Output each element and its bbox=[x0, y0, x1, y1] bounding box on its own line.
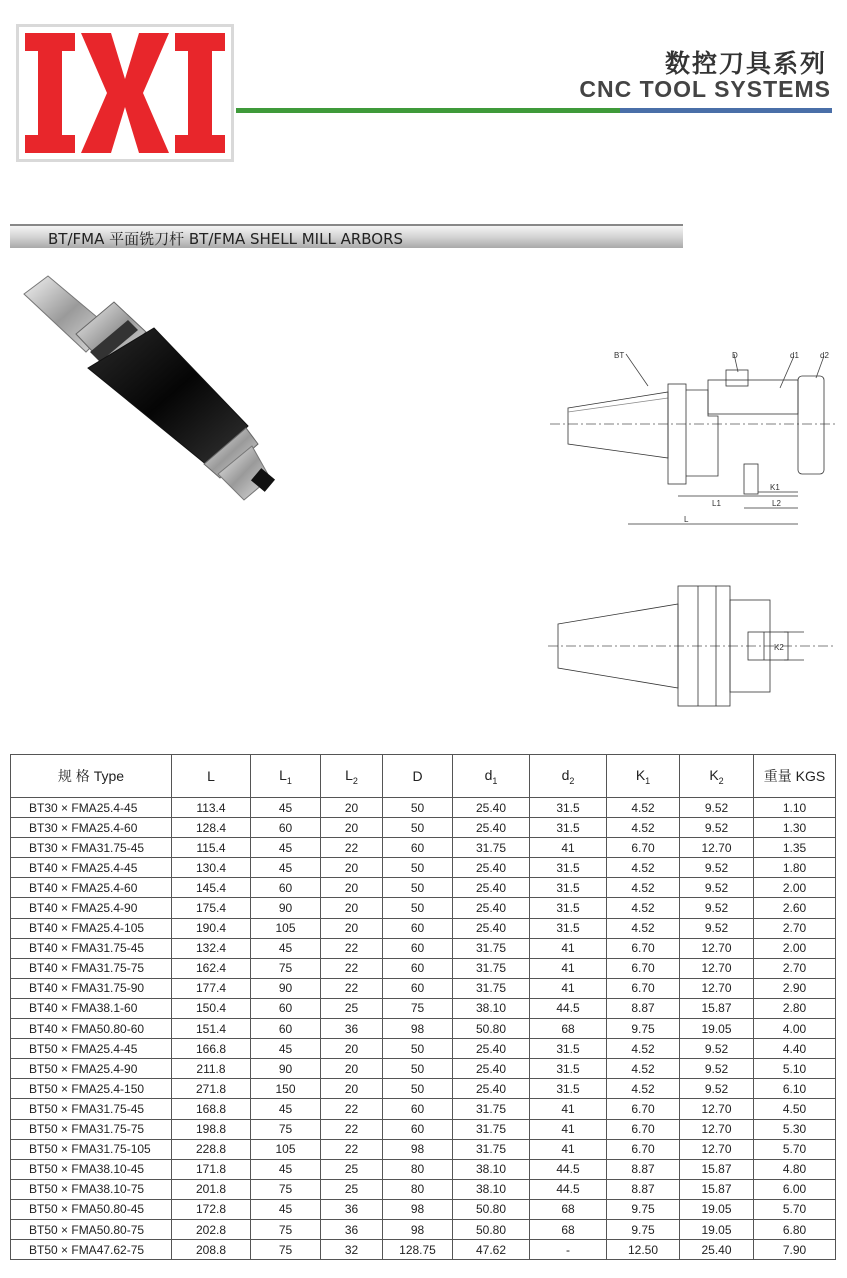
cell-d1: 31.75 bbox=[453, 978, 530, 998]
label-k1: K1 bbox=[770, 483, 780, 492]
cell-weight: 2.90 bbox=[754, 978, 836, 998]
cell-d: 50 bbox=[383, 818, 453, 838]
table-row bbox=[11, 918, 836, 938]
cell-l: 198.8 bbox=[172, 1119, 251, 1139]
cell-d: 98 bbox=[383, 1219, 453, 1239]
cell-d2: 68 bbox=[530, 1019, 607, 1039]
cell-type: BT50 × FMA50.80-75 bbox=[11, 1219, 172, 1239]
cell-l: 171.8 bbox=[172, 1159, 251, 1179]
cell-type: BT40 × FMA31.75-45 bbox=[11, 938, 172, 958]
cell-d1: 47.62 bbox=[453, 1240, 530, 1260]
cell-d: 80 bbox=[383, 1159, 453, 1179]
cell-l2: 22 bbox=[321, 838, 383, 858]
cell-d: 98 bbox=[383, 1139, 453, 1159]
cell-d: 60 bbox=[383, 838, 453, 858]
cell-k2: 9.52 bbox=[680, 818, 754, 838]
cell-d2: 31.5 bbox=[530, 918, 607, 938]
cell-k1: 12.50 bbox=[607, 1240, 680, 1260]
cell-l1: 60 bbox=[251, 818, 321, 838]
cell-k2: 12.70 bbox=[680, 978, 754, 998]
table-header-row bbox=[11, 755, 836, 798]
cell-d2: 31.5 bbox=[530, 798, 607, 818]
cell-l2: 32 bbox=[321, 1240, 383, 1260]
spec-table bbox=[10, 754, 836, 1260]
cell-l2: 22 bbox=[321, 1099, 383, 1119]
cell-k1: 4.52 bbox=[607, 858, 680, 878]
table-row bbox=[11, 958, 836, 978]
cell-l2: 25 bbox=[321, 1179, 383, 1199]
cell-d: 98 bbox=[383, 1199, 453, 1219]
cell-type: BT40 × FMA50.80-60 bbox=[11, 1019, 172, 1039]
cell-l2: 22 bbox=[321, 958, 383, 978]
label-bt: BT bbox=[614, 351, 625, 360]
cell-weight: 6.00 bbox=[754, 1179, 836, 1199]
cell-d2: 31.5 bbox=[530, 858, 607, 878]
cell-k1: 6.70 bbox=[607, 958, 680, 978]
cell-l: 150.4 bbox=[172, 998, 251, 1018]
cell-k1: 4.52 bbox=[607, 818, 680, 838]
cell-l2: 22 bbox=[321, 1119, 383, 1139]
cell-d2: 41 bbox=[530, 838, 607, 858]
cell-d: 50 bbox=[383, 798, 453, 818]
cell-k2: 15.87 bbox=[680, 1159, 754, 1179]
cell-k1: 6.70 bbox=[607, 1099, 680, 1119]
cell-k1: 9.75 bbox=[607, 1199, 680, 1219]
cell-l1: 45 bbox=[251, 1099, 321, 1119]
cell-l2: 20 bbox=[321, 818, 383, 838]
header-k1: $K_1$ bbox=[607, 755, 680, 798]
cell-weight: 1.30 bbox=[754, 818, 836, 838]
cell-d1: 50.80 bbox=[453, 1219, 530, 1239]
cell-l: 190.4 bbox=[172, 918, 251, 938]
cell-d2: 41 bbox=[530, 1119, 607, 1139]
cell-d: 50 bbox=[383, 878, 453, 898]
cell-l1: 45 bbox=[251, 938, 321, 958]
cell-d2: 41 bbox=[530, 938, 607, 958]
cell-l2: 20 bbox=[321, 1039, 383, 1059]
cell-l1: 105 bbox=[251, 918, 321, 938]
cell-l2: 20 bbox=[321, 858, 383, 878]
cell-type: BT40 × FMA31.75-75 bbox=[11, 958, 172, 978]
cell-l: 175.4 bbox=[172, 898, 251, 918]
cell-weight: 5.70 bbox=[754, 1139, 836, 1159]
cell-d: 60 bbox=[383, 1119, 453, 1139]
cell-l1: 75 bbox=[251, 1119, 321, 1139]
cell-d2: 44.5 bbox=[530, 1159, 607, 1179]
label-l: L bbox=[684, 515, 689, 524]
brand-title-en: CNC TOOL SYSTEMS bbox=[579, 76, 831, 102]
cell-l2: 36 bbox=[321, 1219, 383, 1239]
cell-k1: 9.75 bbox=[607, 1019, 680, 1039]
cell-d1: 38.10 bbox=[453, 1179, 530, 1199]
cell-l: 162.4 bbox=[172, 958, 251, 978]
cell-d2: 44.5 bbox=[530, 1179, 607, 1199]
cell-l2: 36 bbox=[321, 1199, 383, 1219]
cell-l1: 75 bbox=[251, 1240, 321, 1260]
section-title-bar bbox=[10, 224, 683, 248]
cell-d2: 68 bbox=[530, 1219, 607, 1239]
cell-weight: 6.10 bbox=[754, 1079, 836, 1099]
cell-l2: 25 bbox=[321, 998, 383, 1018]
cell-k1: 4.52 bbox=[607, 878, 680, 898]
cell-l1: 150 bbox=[251, 1079, 321, 1099]
cell-d2: 41 bbox=[530, 958, 607, 978]
cell-type: BT50 × FMA25.4-45 bbox=[11, 1039, 172, 1059]
cell-k1: 6.70 bbox=[607, 838, 680, 858]
cell-l: 211.8 bbox=[172, 1059, 251, 1079]
cell-d2: 44.5 bbox=[530, 998, 607, 1018]
cell-d2: 31.5 bbox=[530, 818, 607, 838]
cell-l: 115.4 bbox=[172, 838, 251, 858]
cell-type: BT50 × FMA38.10-75 bbox=[11, 1179, 172, 1199]
cell-k2: 9.52 bbox=[680, 798, 754, 818]
cell-l2: 20 bbox=[321, 798, 383, 818]
cell-weight: 4.80 bbox=[754, 1159, 836, 1179]
cell-l1: 90 bbox=[251, 898, 321, 918]
cell-l: 128.4 bbox=[172, 818, 251, 838]
cell-weight: 1.35 bbox=[754, 838, 836, 858]
cell-l: 172.8 bbox=[172, 1199, 251, 1219]
cell-d1: 25.40 bbox=[453, 798, 530, 818]
cell-l2: 20 bbox=[321, 878, 383, 898]
cell-l: 208.8 bbox=[172, 1240, 251, 1260]
table-row bbox=[11, 1119, 836, 1139]
cell-l2: 36 bbox=[321, 1019, 383, 1039]
cell-d2: 41 bbox=[530, 1099, 607, 1119]
cell-k1: 8.87 bbox=[607, 998, 680, 1018]
table-row bbox=[11, 898, 836, 918]
cell-type: BT40 × FMA31.75-90 bbox=[11, 978, 172, 998]
cell-l2: 22 bbox=[321, 938, 383, 958]
cell-l: 151.4 bbox=[172, 1019, 251, 1039]
cell-k1: 4.52 bbox=[607, 798, 680, 818]
cell-k1: 9.75 bbox=[607, 1219, 680, 1239]
cell-l2: 20 bbox=[321, 898, 383, 918]
cell-type: BT50 × FMA31.75-45 bbox=[11, 1099, 172, 1119]
cell-type: BT40 × FMA25.4-90 bbox=[11, 898, 172, 918]
cell-weight: 7.90 bbox=[754, 1240, 836, 1260]
cell-d: 60 bbox=[383, 1099, 453, 1119]
cell-l: 201.8 bbox=[172, 1179, 251, 1199]
label-d: D bbox=[732, 351, 738, 360]
header-l2: $L_2$ bbox=[321, 755, 383, 798]
logo-text bbox=[19, 159, 20, 160]
cell-k2: 19.05 bbox=[680, 1199, 754, 1219]
cell-k2: 12.70 bbox=[680, 958, 754, 978]
table-row bbox=[11, 1159, 836, 1179]
cell-l1: 45 bbox=[251, 1199, 321, 1219]
cell-weight: 4.00 bbox=[754, 1019, 836, 1039]
header-divider-blue bbox=[620, 108, 832, 113]
cell-weight: 5.10 bbox=[754, 1059, 836, 1079]
cell-d: 50 bbox=[383, 858, 453, 878]
cell-weight: 2.80 bbox=[754, 998, 836, 1018]
cell-d1: 25.40 bbox=[453, 1079, 530, 1099]
cell-d1: 31.75 bbox=[453, 938, 530, 958]
cell-l1: 60 bbox=[251, 998, 321, 1018]
product-photo bbox=[18, 268, 280, 518]
cell-k2: 12.70 bbox=[680, 1119, 754, 1139]
cell-k2: 25.40 bbox=[680, 1240, 754, 1260]
cell-type: BT50 × FMA31.75-75 bbox=[11, 1119, 172, 1139]
cell-l1: 75 bbox=[251, 1179, 321, 1199]
cell-l2: 25 bbox=[321, 1159, 383, 1179]
cell-l1: 75 bbox=[251, 1219, 321, 1239]
cell-type: BT40 × FMA25.4-45 bbox=[11, 858, 172, 878]
cell-type: BT50 × FMA25.4-150 bbox=[11, 1079, 172, 1099]
table-row bbox=[11, 938, 836, 958]
cell-type: BT40 × FMA38.1-60 bbox=[11, 998, 172, 1018]
cell-k1: 6.70 bbox=[607, 1119, 680, 1139]
cell-d: 60 bbox=[383, 958, 453, 978]
cell-type: BT50 × FMA38.10-45 bbox=[11, 1159, 172, 1179]
cell-l2: 22 bbox=[321, 978, 383, 998]
cell-type: BT30 × FMA31.75-45 bbox=[11, 838, 172, 858]
cell-weight: 4.40 bbox=[754, 1039, 836, 1059]
cell-k2: 9.52 bbox=[680, 1039, 754, 1059]
cell-k2: 12.70 bbox=[680, 938, 754, 958]
cell-l1: 75 bbox=[251, 958, 321, 978]
header-weight: 重量 KGS bbox=[754, 755, 836, 798]
cell-weight: 4.50 bbox=[754, 1099, 836, 1119]
cell-k1: 4.52 bbox=[607, 918, 680, 938]
cell-k1: 6.70 bbox=[607, 978, 680, 998]
cell-k2: 9.52 bbox=[680, 1079, 754, 1099]
cell-d2: - bbox=[530, 1240, 607, 1260]
cell-l1: 45 bbox=[251, 858, 321, 878]
cell-k1: 4.52 bbox=[607, 1059, 680, 1079]
table-row bbox=[11, 1219, 836, 1239]
label-l1: L1 bbox=[712, 499, 721, 508]
cell-k1: 4.52 bbox=[607, 1039, 680, 1059]
cell-type: BT50 × FMA50.80-45 bbox=[11, 1199, 172, 1219]
cell-k2: 15.87 bbox=[680, 998, 754, 1018]
table-row bbox=[11, 1019, 836, 1039]
cell-d2: 41 bbox=[530, 978, 607, 998]
header-d2: $d_2$ bbox=[530, 755, 607, 798]
cell-type: BT50 × FMA25.4-90 bbox=[11, 1059, 172, 1079]
table-row bbox=[11, 838, 836, 858]
cell-d1: 31.75 bbox=[453, 958, 530, 978]
cell-k1: 4.52 bbox=[607, 898, 680, 918]
cell-l: 271.8 bbox=[172, 1079, 251, 1099]
cell-d: 50 bbox=[383, 1039, 453, 1059]
cell-k1: 8.87 bbox=[607, 1179, 680, 1199]
cell-d1: 25.40 bbox=[453, 898, 530, 918]
cell-d1: 25.40 bbox=[453, 878, 530, 898]
cell-d1: 25.40 bbox=[453, 1039, 530, 1059]
cell-type: BT40 × FMA25.4-60 bbox=[11, 878, 172, 898]
cell-l1: 45 bbox=[251, 1039, 321, 1059]
section-drawing bbox=[548, 346, 838, 536]
cell-d1: 31.75 bbox=[453, 1139, 530, 1159]
cell-d2: 41 bbox=[530, 1139, 607, 1159]
label-d2: d2 bbox=[820, 351, 829, 360]
cell-k1: 8.87 bbox=[607, 1159, 680, 1179]
header-divider-green bbox=[236, 108, 620, 113]
cell-d2: 68 bbox=[530, 1199, 607, 1219]
cell-l: 177.4 bbox=[172, 978, 251, 998]
cell-weight: 1.10 bbox=[754, 798, 836, 818]
cell-d2: 31.5 bbox=[530, 898, 607, 918]
table-row bbox=[11, 1079, 836, 1099]
cell-d1: 50.80 bbox=[453, 1199, 530, 1219]
table-row bbox=[11, 878, 836, 898]
cell-l: 228.8 bbox=[172, 1139, 251, 1159]
cell-weight: 2.60 bbox=[754, 898, 836, 918]
header-d1: $d_1$ bbox=[453, 755, 530, 798]
table-row bbox=[11, 998, 836, 1018]
cell-d: 50 bbox=[383, 1079, 453, 1099]
cell-d: 98 bbox=[383, 1019, 453, 1039]
cell-d1: 38.10 bbox=[453, 998, 530, 1018]
cell-k2: 19.05 bbox=[680, 1019, 754, 1039]
header-l: L bbox=[172, 755, 251, 798]
cell-d1: 25.40 bbox=[453, 818, 530, 838]
cell-type: BT40 × FMA25.4-105 bbox=[11, 918, 172, 938]
cell-k2: 15.87 bbox=[680, 1179, 754, 1199]
cell-weight: 2.70 bbox=[754, 918, 836, 938]
cell-d: 128.75 bbox=[383, 1240, 453, 1260]
cell-k1: 6.70 bbox=[607, 938, 680, 958]
table-row bbox=[11, 1179, 836, 1199]
cell-k2: 9.52 bbox=[680, 858, 754, 878]
cell-l: 166.8 bbox=[172, 1039, 251, 1059]
table-row bbox=[11, 858, 836, 878]
cell-l1: 105 bbox=[251, 1139, 321, 1159]
label-l2: L2 bbox=[772, 499, 781, 508]
cell-k1: 6.70 bbox=[607, 1139, 680, 1159]
cell-type: BT30 × FMA25.4-60 bbox=[11, 818, 172, 838]
cell-l2: 20 bbox=[321, 1059, 383, 1079]
outline-drawing bbox=[548, 580, 838, 710]
cell-weight: 5.70 bbox=[754, 1199, 836, 1219]
cell-d: 80 bbox=[383, 1179, 453, 1199]
cell-d1: 25.40 bbox=[453, 858, 530, 878]
label-d1: d1 bbox=[790, 351, 799, 360]
cell-l: 168.8 bbox=[172, 1099, 251, 1119]
header-k2: $K_2$ bbox=[680, 755, 754, 798]
cell-d2: 31.5 bbox=[530, 1079, 607, 1099]
cell-l: 202.8 bbox=[172, 1219, 251, 1239]
table-row bbox=[11, 1139, 836, 1159]
table-row bbox=[11, 798, 836, 818]
cell-weight: 2.00 bbox=[754, 878, 836, 898]
cell-d1: 25.40 bbox=[453, 918, 530, 938]
cell-l1: 90 bbox=[251, 1059, 321, 1079]
section-title: BT/FMA 平面铣刀杆 BT/FMA SHELL MILL ARBORS bbox=[48, 230, 404, 248]
cell-d1: 31.75 bbox=[453, 1119, 530, 1139]
cell-l: 113.4 bbox=[172, 798, 251, 818]
cell-d1: 31.75 bbox=[453, 838, 530, 858]
cell-weight: 2.70 bbox=[754, 958, 836, 978]
cell-k2: 9.52 bbox=[680, 878, 754, 898]
table-row bbox=[11, 1199, 836, 1219]
cell-k2: 12.70 bbox=[680, 838, 754, 858]
cell-k2: 9.52 bbox=[680, 918, 754, 938]
table-row bbox=[11, 1240, 836, 1260]
cell-d: 60 bbox=[383, 918, 453, 938]
cell-k1: 4.52 bbox=[607, 1079, 680, 1099]
cell-l2: 20 bbox=[321, 1079, 383, 1099]
cell-type: BT50 × FMA31.75-105 bbox=[11, 1139, 172, 1159]
table-row bbox=[11, 978, 836, 998]
brand-title-cn: 数控刀具系列 bbox=[664, 49, 827, 78]
header-l1: $L_1$ bbox=[251, 755, 321, 798]
cell-d1: 38.10 bbox=[453, 1159, 530, 1179]
cell-d2: 31.5 bbox=[530, 1039, 607, 1059]
cell-l2: 20 bbox=[321, 918, 383, 938]
cell-k2: 9.52 bbox=[680, 1059, 754, 1079]
cell-d: 60 bbox=[383, 938, 453, 958]
header-d: D bbox=[383, 755, 453, 798]
cell-weight: 6.80 bbox=[754, 1219, 836, 1239]
cell-type: BT50 × FMA47.62-75 bbox=[11, 1240, 172, 1260]
cell-k2: 19.05 bbox=[680, 1219, 754, 1239]
cell-d1: 31.75 bbox=[453, 1099, 530, 1119]
cell-l1: 45 bbox=[251, 798, 321, 818]
cell-k2: 12.70 bbox=[680, 1099, 754, 1119]
cell-l: 130.4 bbox=[172, 858, 251, 878]
brand-logo bbox=[16, 24, 234, 162]
cell-weight: 1.80 bbox=[754, 858, 836, 878]
cell-d2: 31.5 bbox=[530, 878, 607, 898]
cell-d1: 50.80 bbox=[453, 1019, 530, 1039]
cell-d2: 31.5 bbox=[530, 1059, 607, 1079]
cell-l1: 45 bbox=[251, 838, 321, 858]
cell-l1: 45 bbox=[251, 1159, 321, 1179]
cell-l2: 22 bbox=[321, 1139, 383, 1159]
ixi-logo-graphic bbox=[19, 27, 231, 159]
cell-l: 132.4 bbox=[172, 938, 251, 958]
table-row bbox=[11, 1099, 836, 1119]
cell-l: 145.4 bbox=[172, 878, 251, 898]
table-row bbox=[11, 818, 836, 838]
label-k2: K2 bbox=[774, 643, 784, 652]
cell-l1: 90 bbox=[251, 978, 321, 998]
cell-weight: 5.30 bbox=[754, 1119, 836, 1139]
table-row bbox=[11, 1039, 836, 1059]
cell-l1: 60 bbox=[251, 878, 321, 898]
table-row bbox=[11, 1059, 836, 1079]
cell-k2: 9.52 bbox=[680, 898, 754, 918]
cell-d1: 25.40 bbox=[453, 1059, 530, 1079]
header-type: 规 格 Type bbox=[11, 755, 172, 798]
cell-d: 50 bbox=[383, 898, 453, 918]
cell-l1: 60 bbox=[251, 1019, 321, 1039]
cell-weight: 2.00 bbox=[754, 938, 836, 958]
cell-d: 60 bbox=[383, 978, 453, 998]
cell-type: BT30 × FMA25.4-45 bbox=[11, 798, 172, 818]
cell-k2: 12.70 bbox=[680, 1139, 754, 1159]
cell-d: 75 bbox=[383, 998, 453, 1018]
cell-d: 50 bbox=[383, 1059, 453, 1079]
